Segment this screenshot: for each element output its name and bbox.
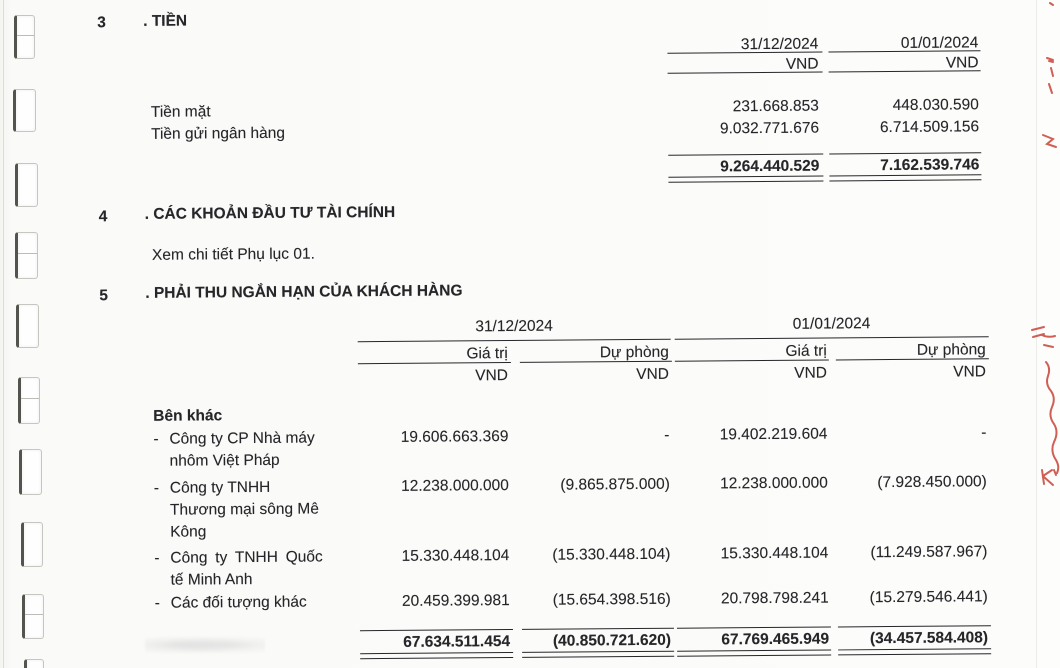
- s3-total-value: 7.162.539.746: [880, 156, 980, 175]
- s5-row-value: (9.865.875.000): [560, 475, 670, 494]
- s3-row-value: 9.032.771.676: [719, 119, 820, 138]
- s3-row-value: 231.668.853: [732, 97, 819, 116]
- double-rule-line: [677, 649, 831, 656]
- s3-col1-date: 31/12/2024: [740, 35, 819, 54]
- section-5-number: 5: [99, 287, 109, 305]
- s5-row-value: (15.279.546.441): [869, 588, 988, 607]
- section-5-title: . PHẢI THU NGẮN HẠN CỦA KHÁCH HÀNG: [145, 282, 463, 302]
- double-rule-line: [838, 648, 991, 655]
- rule-line: [675, 360, 829, 362]
- s5-row-value: -: [664, 426, 670, 444]
- s5-total-value: (34.457.584.408): [869, 629, 989, 648]
- s5-row-value: (7.928.450.000): [877, 473, 987, 492]
- list-dash: -: [153, 479, 160, 497]
- rule-line: [668, 154, 823, 156]
- s5-subheader-value: Giá trị: [466, 345, 508, 363]
- s3-col2-unit: VND: [945, 54, 979, 72]
- s3-col1-unit: VND: [785, 55, 819, 73]
- s5-unit: VND: [475, 367, 509, 385]
- s5-total-value: 67.634.511.454: [403, 633, 511, 651]
- s5-row-value: (15.654.398.516): [552, 590, 671, 609]
- s5-row-value: 12.238.000.000: [401, 477, 509, 495]
- s3-row-value: 6.714.509.156: [879, 118, 980, 137]
- s5-row-label: Kông: [170, 523, 207, 541]
- list-dash: -: [153, 430, 159, 448]
- rule-line: [836, 358, 989, 360]
- s5-row-label: tế Minh Anh: [170, 571, 253, 589]
- s5-unit: VND: [794, 364, 828, 382]
- s5-row-value: 20.459.399.981: [401, 592, 510, 610]
- s5-unit: VND: [953, 363, 987, 381]
- s5-total-value: 67.769.465.949: [721, 630, 830, 649]
- list-dash: -: [154, 594, 160, 612]
- s5-row-value: 20.798.798.241: [720, 589, 829, 608]
- double-rule-line: [668, 176, 823, 183]
- rule-line: [358, 362, 511, 364]
- s5-row-value: 15.330.448.104: [720, 544, 829, 563]
- s3-total-value: 9.264.440.529: [720, 157, 820, 176]
- s5-row-label: Công ty TNHH: [169, 478, 271, 497]
- s5-subheader-value: Giá trị: [785, 342, 827, 360]
- section-3-number: 3: [97, 14, 106, 32]
- rule-line: [829, 152, 981, 154]
- s5-group2-date: 01/01/2024: [792, 315, 871, 333]
- s5-group1-date: 31/12/2024: [475, 317, 553, 336]
- s5-row-label: Thương mại sông Mê: [169, 500, 319, 519]
- s5-total-value: (40.850.721.620): [552, 631, 672, 650]
- s5-row-value: 19.402.219.604: [719, 425, 828, 444]
- s5-group-label: Bên khác: [153, 407, 223, 425]
- s5-row-label: Các đối tượng khác: [170, 593, 307, 612]
- s5-row-value: 19.606.663.369: [400, 428, 509, 446]
- s3-row-value: 448.030.590: [892, 96, 979, 114]
- s3-row-label: Tiền gửi ngân hàng: [150, 124, 286, 143]
- s5-row-label: Công ty CP Nhà máy: [169, 429, 315, 448]
- s5-unit: VND: [636, 365, 670, 384]
- faint-smudge: [145, 634, 265, 656]
- s5-row-value: (15.330.448.104): [552, 545, 671, 564]
- rule-line: [675, 336, 989, 339]
- section-4-title: . CÁC KHOẢN ĐẦU TƯ TÀI CHÍNH: [144, 203, 396, 223]
- red-pen-marks: [1030, 0, 1060, 668]
- s5-row-label: Công ty TNHH Quốc: [170, 548, 323, 567]
- s5-row-value: (11.249.587.967): [870, 543, 988, 562]
- section-4-note: Xem chi tiết Phụ lục 01.: [151, 245, 315, 264]
- rule-line: [522, 628, 674, 630]
- list-dash: -: [154, 549, 160, 567]
- s3-row-label: Tiền mặt: [150, 103, 211, 121]
- s5-row-label: nhôm Việt Pháp: [169, 451, 280, 470]
- double-rule-line: [522, 651, 674, 658]
- rule-line: [520, 361, 672, 363]
- s5-row-value: -: [981, 424, 987, 442]
- s3-col2-date: 01/01/2024: [900, 34, 979, 52]
- rule-line: [677, 626, 831, 628]
- section-4-number: 4: [98, 208, 108, 226]
- s5-subheader-provision: Dự phòng: [599, 343, 669, 362]
- s5-row-value: 15.330.448.104: [401, 547, 510, 565]
- double-rule-line: [829, 174, 981, 181]
- rule-line: [838, 625, 991, 627]
- section-3-title: . TIỀN: [143, 12, 188, 30]
- rule-line: [358, 339, 671, 342]
- s5-subheader-provision: Dự phòng: [916, 341, 986, 359]
- s5-row-value: 12.238.000.000: [720, 474, 828, 493]
- rule-line: [360, 629, 513, 631]
- double-rule-line: [360, 652, 513, 659]
